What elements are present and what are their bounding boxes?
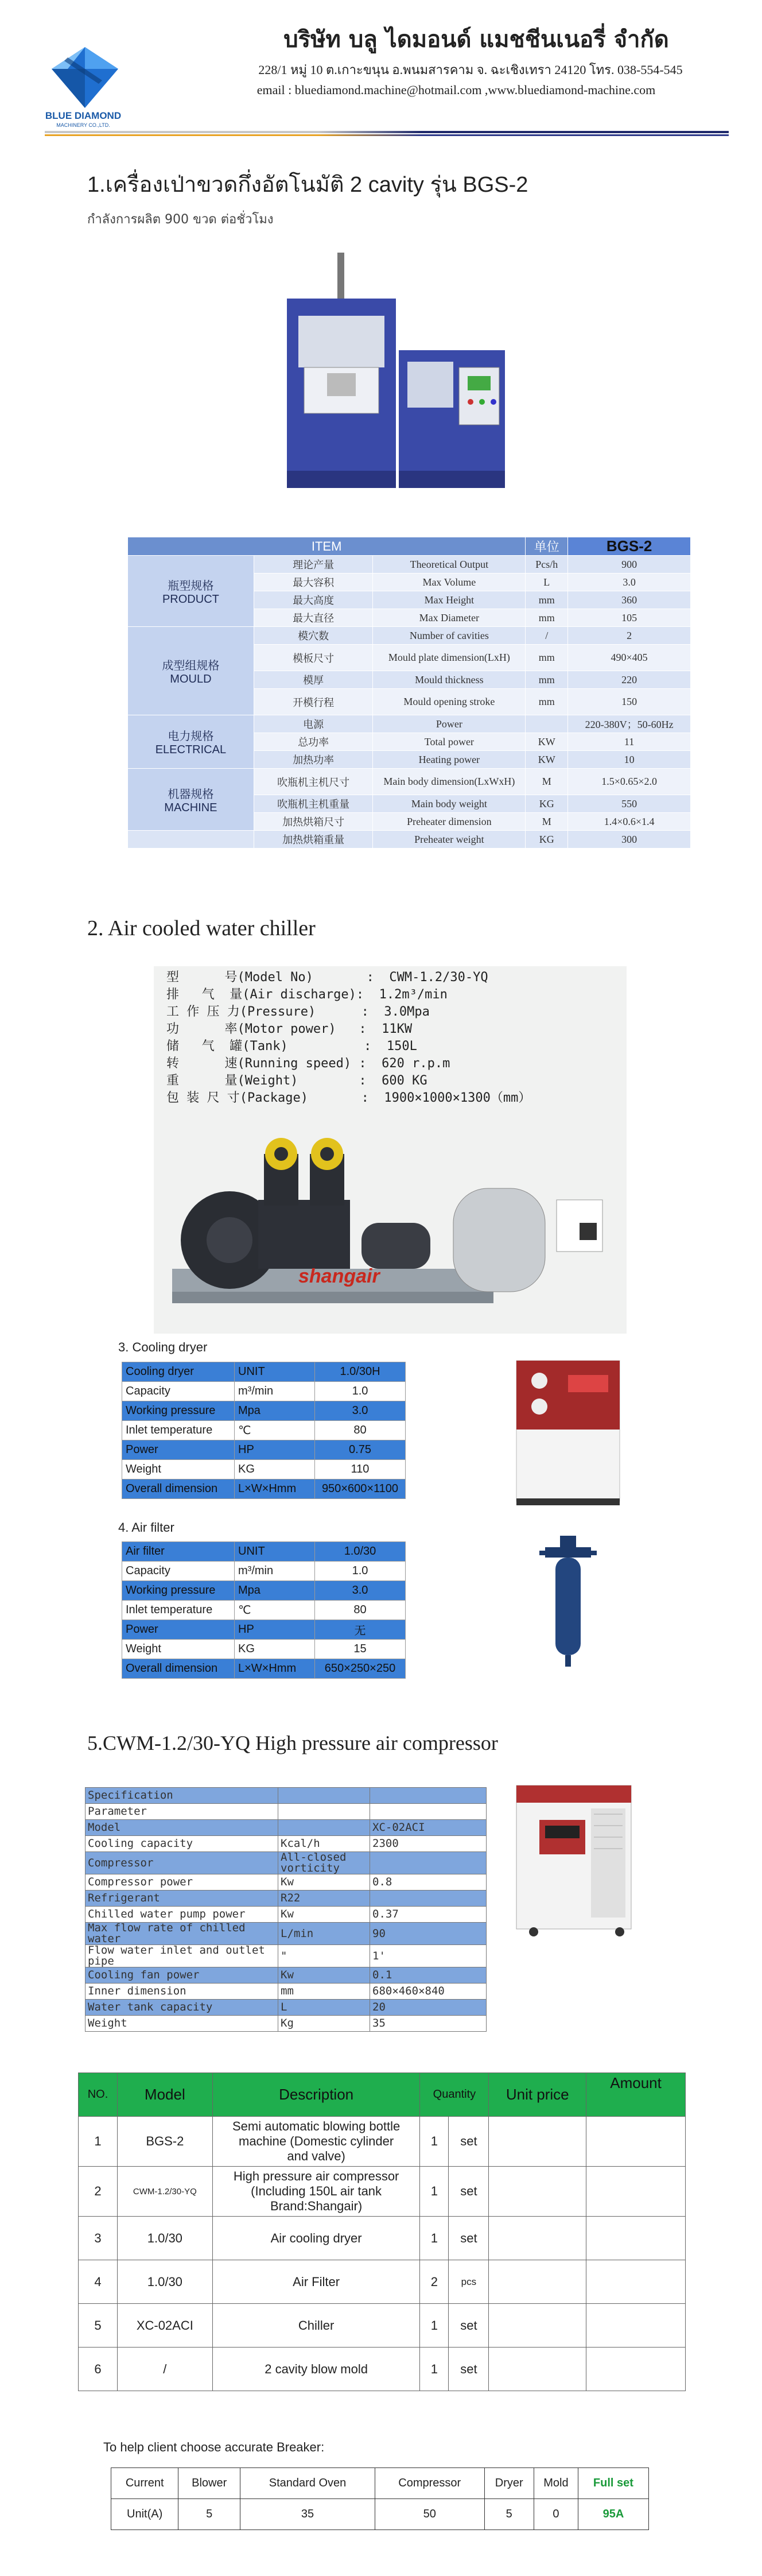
table-cell: Theoretical Output <box>373 556 526 574</box>
chiller-spec-table <box>85 1787 487 2032</box>
chiller-key: Specification <box>85 1788 278 1804</box>
breaker-value: Unit(A) <box>111 2499 178 2530</box>
chiller-unit: Kg <box>278 2016 370 2032</box>
shangair-logo-text: shangair <box>298 1265 380 1287</box>
table-cell: 加热功率 <box>254 751 373 769</box>
table-cell: KW <box>526 751 568 769</box>
compressor-spec-text: 型 号(Model No) : CWM-1.2/30-YQ 排 气 量(Air discharge): 1.2m³/min 工 作 压 力(Pressure) : 3.0Mpa 功 率(Motor power) : 11KW 储 气 罐(Tank) : 150L 转 速(Running speed) : 620 r.p.m 重 量(Weight) : 600 KG 包 装 尺 寸(Package) : 1900×1000×1300（mm） <box>166 970 531 1105</box>
breaker-header: Mold <box>534 2468 578 2499</box>
table-cell: 300 <box>568 831 691 849</box>
chiller-unit: L/min <box>278 1923 370 1945</box>
chiller-key: Compressor <box>85 1852 278 1874</box>
chiller-value: XC-02ACI <box>370 1820 487 1836</box>
spec-row <box>122 1421 406 1440</box>
table-cell: M <box>526 769 568 795</box>
spec-unit: HP <box>235 1620 315 1640</box>
spec-row <box>122 1601 406 1620</box>
spec-unit: m³/min <box>235 1382 315 1401</box>
spec-row <box>122 1479 406 1499</box>
breaker-title: To help client choose accurate Breaker: <box>103 2440 325 2454</box>
table-cell: Total power <box>373 733 526 751</box>
chiller-key: Refrigerant <box>85 1891 278 1907</box>
spec-row <box>122 1562 406 1581</box>
spec-value: 0.75 <box>315 1440 406 1460</box>
quote-amount <box>586 2167 686 2217</box>
spec-key: Capacity <box>122 1562 235 1581</box>
table-cell: 电源 <box>254 715 373 733</box>
cooling-dryer-table <box>122 1362 406 1499</box>
quote-no: 4 <box>79 2260 118 2304</box>
quote-row <box>79 2348 686 2391</box>
chiller-unit <box>278 1804 370 1820</box>
air-compressor-image <box>155 1120 625 1333</box>
breaker-header: Dryer <box>484 2468 534 2499</box>
table-header-item: ITEM <box>128 537 526 556</box>
blow-molding-machine-image <box>270 253 522 505</box>
chiller-row <box>85 2016 487 2032</box>
chiller-value <box>370 1852 487 1874</box>
quote-description: Chiller <box>212 2304 420 2348</box>
chiller-value <box>370 1804 487 1820</box>
table-cell: M <box>526 813 568 831</box>
table-cell: 理论产量 <box>254 556 373 574</box>
spec-key: Power <box>122 1620 235 1640</box>
table-cell: 11 <box>568 733 691 751</box>
breaker-header: Compressor <box>375 2468 484 2499</box>
chiller-unit: R22 <box>278 1891 370 1907</box>
group-machine: 机器规格 MACHINE <box>128 769 254 831</box>
table-cell: 模穴数 <box>254 627 373 645</box>
chiller-value: 35 <box>370 2016 487 2032</box>
quote-unit: pcs <box>449 2260 489 2304</box>
spec-unit: L×W×Hmm <box>235 1659 315 1679</box>
quote-qty: 2 <box>420 2260 449 2304</box>
quote-qty: 1 <box>420 2117 449 2167</box>
chiller-value <box>370 1891 487 1907</box>
table-cell: 最大直径 <box>254 609 373 627</box>
spec-unit: Mpa <box>235 1581 315 1601</box>
quote-unit-price <box>489 2260 586 2304</box>
quote-model: BGS-2 <box>117 2117 212 2167</box>
spec-row <box>122 1460 406 1479</box>
quote-row <box>79 2304 686 2348</box>
table-cell: 10 <box>568 751 691 769</box>
chiller-value: 680×460×840 <box>370 1984 487 2000</box>
table-cell <box>526 715 568 733</box>
spec-unit: L×W×Hmm <box>235 1479 315 1499</box>
table-cell: Main body weight <box>373 795 526 813</box>
bgs2-spec-table <box>127 537 691 849</box>
quote-model: / <box>117 2348 212 2391</box>
air-filter-table <box>122 1541 406 1679</box>
quote-qty: 1 <box>420 2304 449 2348</box>
quote-qty: 1 <box>420 2167 449 2217</box>
company-name: บริษัท บลู ไดมอนด์ แมชชีนเนอรี่ จำกัด <box>283 26 669 53</box>
chiller-value <box>370 1788 487 1804</box>
breaker-header: Standard Oven <box>240 2468 375 2499</box>
section1-title: 1.เครื่องเป่าขวดกึ่งอัตโนมัติ 2 cavity รุ่น BGS-2 <box>87 173 528 197</box>
shangair-logo <box>298 1265 380 1288</box>
spec-value: 80 <box>315 1601 406 1620</box>
breaker-header: Full set <box>578 2468 648 2499</box>
spec-key: Air filter <box>122 1542 235 1562</box>
quote-unit: set <box>449 2217 489 2260</box>
company-contact: email : bluediamond.machine@hotmail.com ,www.bluediamond-machine.com <box>256 83 656 97</box>
spec-row <box>122 1640 406 1659</box>
chiller-unit: All-closed vorticity <box>278 1852 370 1874</box>
chiller-row <box>85 1788 487 1804</box>
company-address: 228/1 หมู่ 10 ต.เกาะขนุน อ.พนมสารคาม จ. ฉะเชิงเทรา 24120 โทร. 038-554-545 <box>258 63 683 77</box>
spec-unit: KG <box>235 1640 315 1659</box>
chiller-key: Weight <box>85 2016 278 2032</box>
table-cell: Main body dimension(LxWxH) <box>373 769 526 795</box>
col-model: Model <box>117 2073 212 2117</box>
table-cell: Heating power <box>373 751 526 769</box>
quote-amount <box>586 2117 686 2167</box>
spec-key: Working pressure <box>122 1401 235 1421</box>
table-cell: 3.0 <box>568 574 691 591</box>
quote-no: 5 <box>79 2304 118 2348</box>
quote-unit-price <box>489 2217 586 2260</box>
table-cell: 最大高度 <box>254 591 373 609</box>
chiller-unit: " <box>278 1945 370 1967</box>
logo-subtext: MACHINERY CO.,LTD. <box>56 122 110 128</box>
quote-amount <box>586 2348 686 2391</box>
quote-description: Semi automatic blowing bottle machine (Domestic cylinder and valve) <box>212 2117 420 2167</box>
quote-unit: set <box>449 2117 489 2167</box>
table-cell: Pcs/h <box>526 556 568 574</box>
section1-subtitle: กำลังการผลิต 900 ขวด ต่อชั่วโมง <box>87 212 274 227</box>
spec-unit: ℃ <box>235 1601 315 1620</box>
chiller-key: Max flow rate of chilled water <box>85 1923 278 1945</box>
section3-title: 3. Cooling dryer <box>118 1340 208 1354</box>
table-cell: 模板尺寸 <box>254 645 373 671</box>
table-cell: Preheater dimension <box>373 813 526 831</box>
table-cell: 吹瓶机主机尺寸 <box>254 769 373 795</box>
spec-value: 1.0 <box>315 1562 406 1581</box>
spec-unit: Mpa <box>235 1401 315 1421</box>
table-cell: 加热烘箱重量 <box>254 831 373 849</box>
table-cell: Mould thickness <box>373 671 526 689</box>
spec-key: Inlet temperature <box>122 1421 235 1440</box>
spec-value: 3.0 <box>315 1581 406 1601</box>
chiller-key: Compressor power <box>85 1874 278 1891</box>
chiller-key: Cooling fan power <box>85 1967 278 1984</box>
spec-key: Weight <box>122 1460 235 1479</box>
col-no: NO. <box>79 2073 118 2117</box>
quote-model: 1.0/30 <box>117 2260 212 2304</box>
table-cell: Preheater weight <box>373 831 526 849</box>
quote-amount <box>586 2217 686 2260</box>
table-cell: Mould plate dimension(LxH) <box>373 645 526 671</box>
chiller-row <box>85 2000 487 2016</box>
breaker-header: Blower <box>178 2468 240 2499</box>
chiller-unit: Kcal/h <box>278 1836 370 1852</box>
table-cell: 220 <box>568 671 691 689</box>
chiller-unit <box>278 1820 370 1836</box>
chiller-value: 2300 <box>370 1836 487 1852</box>
group-product: 瓶型规格 PRODUCT <box>128 556 254 627</box>
col-unit-price: Unit price <box>489 2073 586 2117</box>
quote-amount <box>586 2260 686 2304</box>
section4-title: 4. Air filter <box>118 1520 174 1535</box>
quote-qty: 1 <box>420 2217 449 2260</box>
breaker-value: 50 <box>375 2499 484 2530</box>
header-rule-top <box>45 131 729 133</box>
company-logo <box>45 46 125 109</box>
quote-qty: 1 <box>420 2348 449 2391</box>
breaker-value: 0 <box>534 2499 578 2530</box>
spec-key: Power <box>122 1440 235 1460</box>
quote-unit-price <box>489 2117 586 2167</box>
table-cell: Max Diameter <box>373 609 526 627</box>
chiller-image <box>505 1780 643 1940</box>
quote-row <box>79 2167 686 2217</box>
chiller-value: 20 <box>370 2000 487 2016</box>
breaker-value: 5 <box>484 2499 534 2530</box>
table-cell: 最大容积 <box>254 574 373 591</box>
table-cell: 900 <box>568 556 691 574</box>
spec-key: Weight <box>122 1640 235 1659</box>
breaker-value: 95A <box>578 2499 648 2530</box>
table-cell: 开模行程 <box>254 689 373 715</box>
quote-unit: set <box>449 2348 489 2391</box>
spec-unit: UNIT <box>235 1542 315 1562</box>
chiller-key: Inner dimension <box>85 1984 278 2000</box>
section2-title: 2. Air cooled water chiller <box>87 916 316 940</box>
spec-value: 110 <box>315 1460 406 1479</box>
spec-value: 15 <box>315 1640 406 1659</box>
group-electrical: 电力规格 ELECTRICAL <box>128 715 254 769</box>
chiller-row <box>85 1852 487 1874</box>
chiller-key: Cooling capacity <box>85 1836 278 1852</box>
chiller-value: 90 <box>370 1923 487 1945</box>
table-cell: Mould opening stroke <box>373 689 526 715</box>
table-cell: 105 <box>568 609 691 627</box>
chiller-row <box>85 1923 487 1945</box>
table-cell: Max Height <box>373 591 526 609</box>
table-cell: 模厚 <box>254 671 373 689</box>
quote-unit: set <box>449 2167 489 2217</box>
table-cell: 吹瓶机主机重量 <box>254 795 373 813</box>
spec-value: 无 <box>315 1620 406 1640</box>
table-cell: Number of cavities <box>373 627 526 645</box>
spec-value: 950×600×1100 <box>315 1479 406 1499</box>
spec-value: 1.0/30H <box>315 1362 406 1382</box>
spec-key: Overall dimension <box>122 1479 235 1499</box>
table-cell: Max Volume <box>373 574 526 591</box>
table-cell: mm <box>526 645 568 671</box>
quote-description: Air Filter <box>212 2260 420 2304</box>
chiller-unit: L <box>278 2000 370 2016</box>
air-filter-image <box>539 1530 597 1674</box>
chiller-row <box>85 1945 487 1967</box>
chiller-unit: Kw <box>278 1907 370 1923</box>
table-cell: KW <box>526 733 568 751</box>
table-cell: KG <box>526 795 568 813</box>
col-description: Description <box>212 2073 420 2117</box>
table-header-model: BGS-2 <box>568 537 691 556</box>
quote-no: 2 <box>79 2167 118 2217</box>
chiller-row <box>85 1967 487 1984</box>
table-cell: 220-380V；50-60Hz <box>568 715 691 733</box>
quote-model: CWM-1.2/30-YQ <box>117 2167 212 2217</box>
col-quantity: Quantity <box>420 2073 489 2117</box>
table-cell: 1.4×0.6×1.4 <box>568 813 691 831</box>
spec-key: Inlet temperature <box>122 1601 235 1620</box>
spec-key: Overall dimension <box>122 1659 235 1679</box>
quote-model: 1.0/30 <box>117 2217 212 2260</box>
chiller-unit: Kw <box>278 1967 370 1984</box>
quote-unit: set <box>449 2304 489 2348</box>
spec-key: Cooling dryer <box>122 1362 235 1382</box>
breaker-value: 35 <box>240 2499 375 2530</box>
spec-row <box>122 1401 406 1421</box>
spec-key: Capacity <box>122 1382 235 1401</box>
table-cell: mm <box>526 609 568 627</box>
breaker-table <box>111 2467 649 2530</box>
spec-key: Working pressure <box>122 1581 235 1601</box>
chiller-row <box>85 1891 487 1907</box>
spec-value: 80 <box>315 1421 406 1440</box>
table-cell: L <box>526 574 568 591</box>
quote-model: XC-02ACI <box>117 2304 212 2348</box>
spec-value: 1.0 <box>315 1382 406 1401</box>
chiller-key: Parameter <box>85 1804 278 1820</box>
quote-row <box>79 2117 686 2167</box>
spec-row <box>122 1542 406 1562</box>
quote-no: 6 <box>79 2348 118 2391</box>
table-cell: mm <box>526 591 568 609</box>
quote-unit-price <box>489 2304 586 2348</box>
spec-row <box>122 1659 406 1679</box>
quote-no: 1 <box>79 2117 118 2167</box>
chiller-key: Model <box>85 1820 278 1836</box>
col-amount: Amount <box>586 2073 686 2117</box>
chiller-row <box>85 1836 487 1852</box>
spec-row <box>122 1382 406 1401</box>
quote-description: Air cooling dryer <box>212 2217 420 2260</box>
chiller-unit: mm <box>278 1984 370 2000</box>
spec-row <box>122 1620 406 1640</box>
table-cell: Power <box>373 715 526 733</box>
logo-text: BLUE DIAMOND <box>45 110 122 121</box>
table-cell: 150 <box>568 689 691 715</box>
spec-unit: ℃ <box>235 1421 315 1440</box>
quote-row <box>79 2260 686 2304</box>
spec-value: 650×250×250 <box>315 1659 406 1679</box>
chiller-row <box>85 1820 487 1836</box>
section5-title: 5.CWM-1.2/30-YQ High pressure air compressor <box>87 1731 498 1754</box>
table-cell: 490×405 <box>568 645 691 671</box>
table-cell: 总功率 <box>254 733 373 751</box>
quote-row <box>79 2217 686 2260</box>
spec-value: 3.0 <box>315 1401 406 1421</box>
chiller-value: 0.8 <box>370 1874 487 1891</box>
breaker-header: Current <box>111 2468 178 2499</box>
quotation-table <box>78 2073 686 2391</box>
spec-unit: KG <box>235 1460 315 1479</box>
quote-amount <box>586 2304 686 2348</box>
spec-unit: m³/min <box>235 1562 315 1581</box>
table-cell: 550 <box>568 795 691 813</box>
chiller-row <box>85 1874 487 1891</box>
table-cell-empty <box>128 831 254 849</box>
table-cell: 1.5×0.65×2.0 <box>568 769 691 795</box>
chiller-value: 1' <box>370 1945 487 1967</box>
table-cell: KG <box>526 831 568 849</box>
quote-no: 3 <box>79 2217 118 2260</box>
table-cell: mm <box>526 689 568 715</box>
table-header-unit: 单位 <box>526 537 568 556</box>
chiller-value: 0.37 <box>370 1907 487 1923</box>
table-cell: 2 <box>568 627 691 645</box>
chiller-row <box>85 1804 487 1820</box>
spec-value: 1.0/30 <box>315 1542 406 1562</box>
table-cell: 360 <box>568 591 691 609</box>
spec-row <box>122 1440 406 1460</box>
quote-unit-price <box>489 2167 586 2217</box>
chiller-key: Chilled water pump power <box>85 1907 278 1923</box>
chiller-key: Flow water inlet and outlet pipe <box>85 1945 278 1967</box>
chiller-value: 0.1 <box>370 1967 487 1984</box>
spec-unit: UNIT <box>235 1362 315 1382</box>
group-mould: 成型组规格 MOULD <box>128 627 254 715</box>
chiller-key: Water tank capacity <box>85 2000 278 2016</box>
quote-description: 2 cavity blow mold <box>212 2348 420 2391</box>
header-rule-bottom <box>45 134 729 136</box>
quote-unit-price <box>489 2348 586 2391</box>
spec-row <box>122 1581 406 1601</box>
chiller-unit: Kw <box>278 1874 370 1891</box>
cooling-dryer-image <box>511 1355 625 1510</box>
table-cell: mm <box>526 671 568 689</box>
quote-description: High pressure air compressor (Including 150L air tank Brand:Shangair) <box>212 2167 420 2217</box>
chiller-row <box>85 1984 487 2000</box>
breaker-value: 5 <box>178 2499 240 2530</box>
spec-row <box>122 1362 406 1382</box>
table-cell: 加热烘箱尺寸 <box>254 813 373 831</box>
chiller-row <box>85 1907 487 1923</box>
table-cell: / <box>526 627 568 645</box>
spec-unit: HP <box>235 1440 315 1460</box>
chiller-unit <box>278 1788 370 1804</box>
